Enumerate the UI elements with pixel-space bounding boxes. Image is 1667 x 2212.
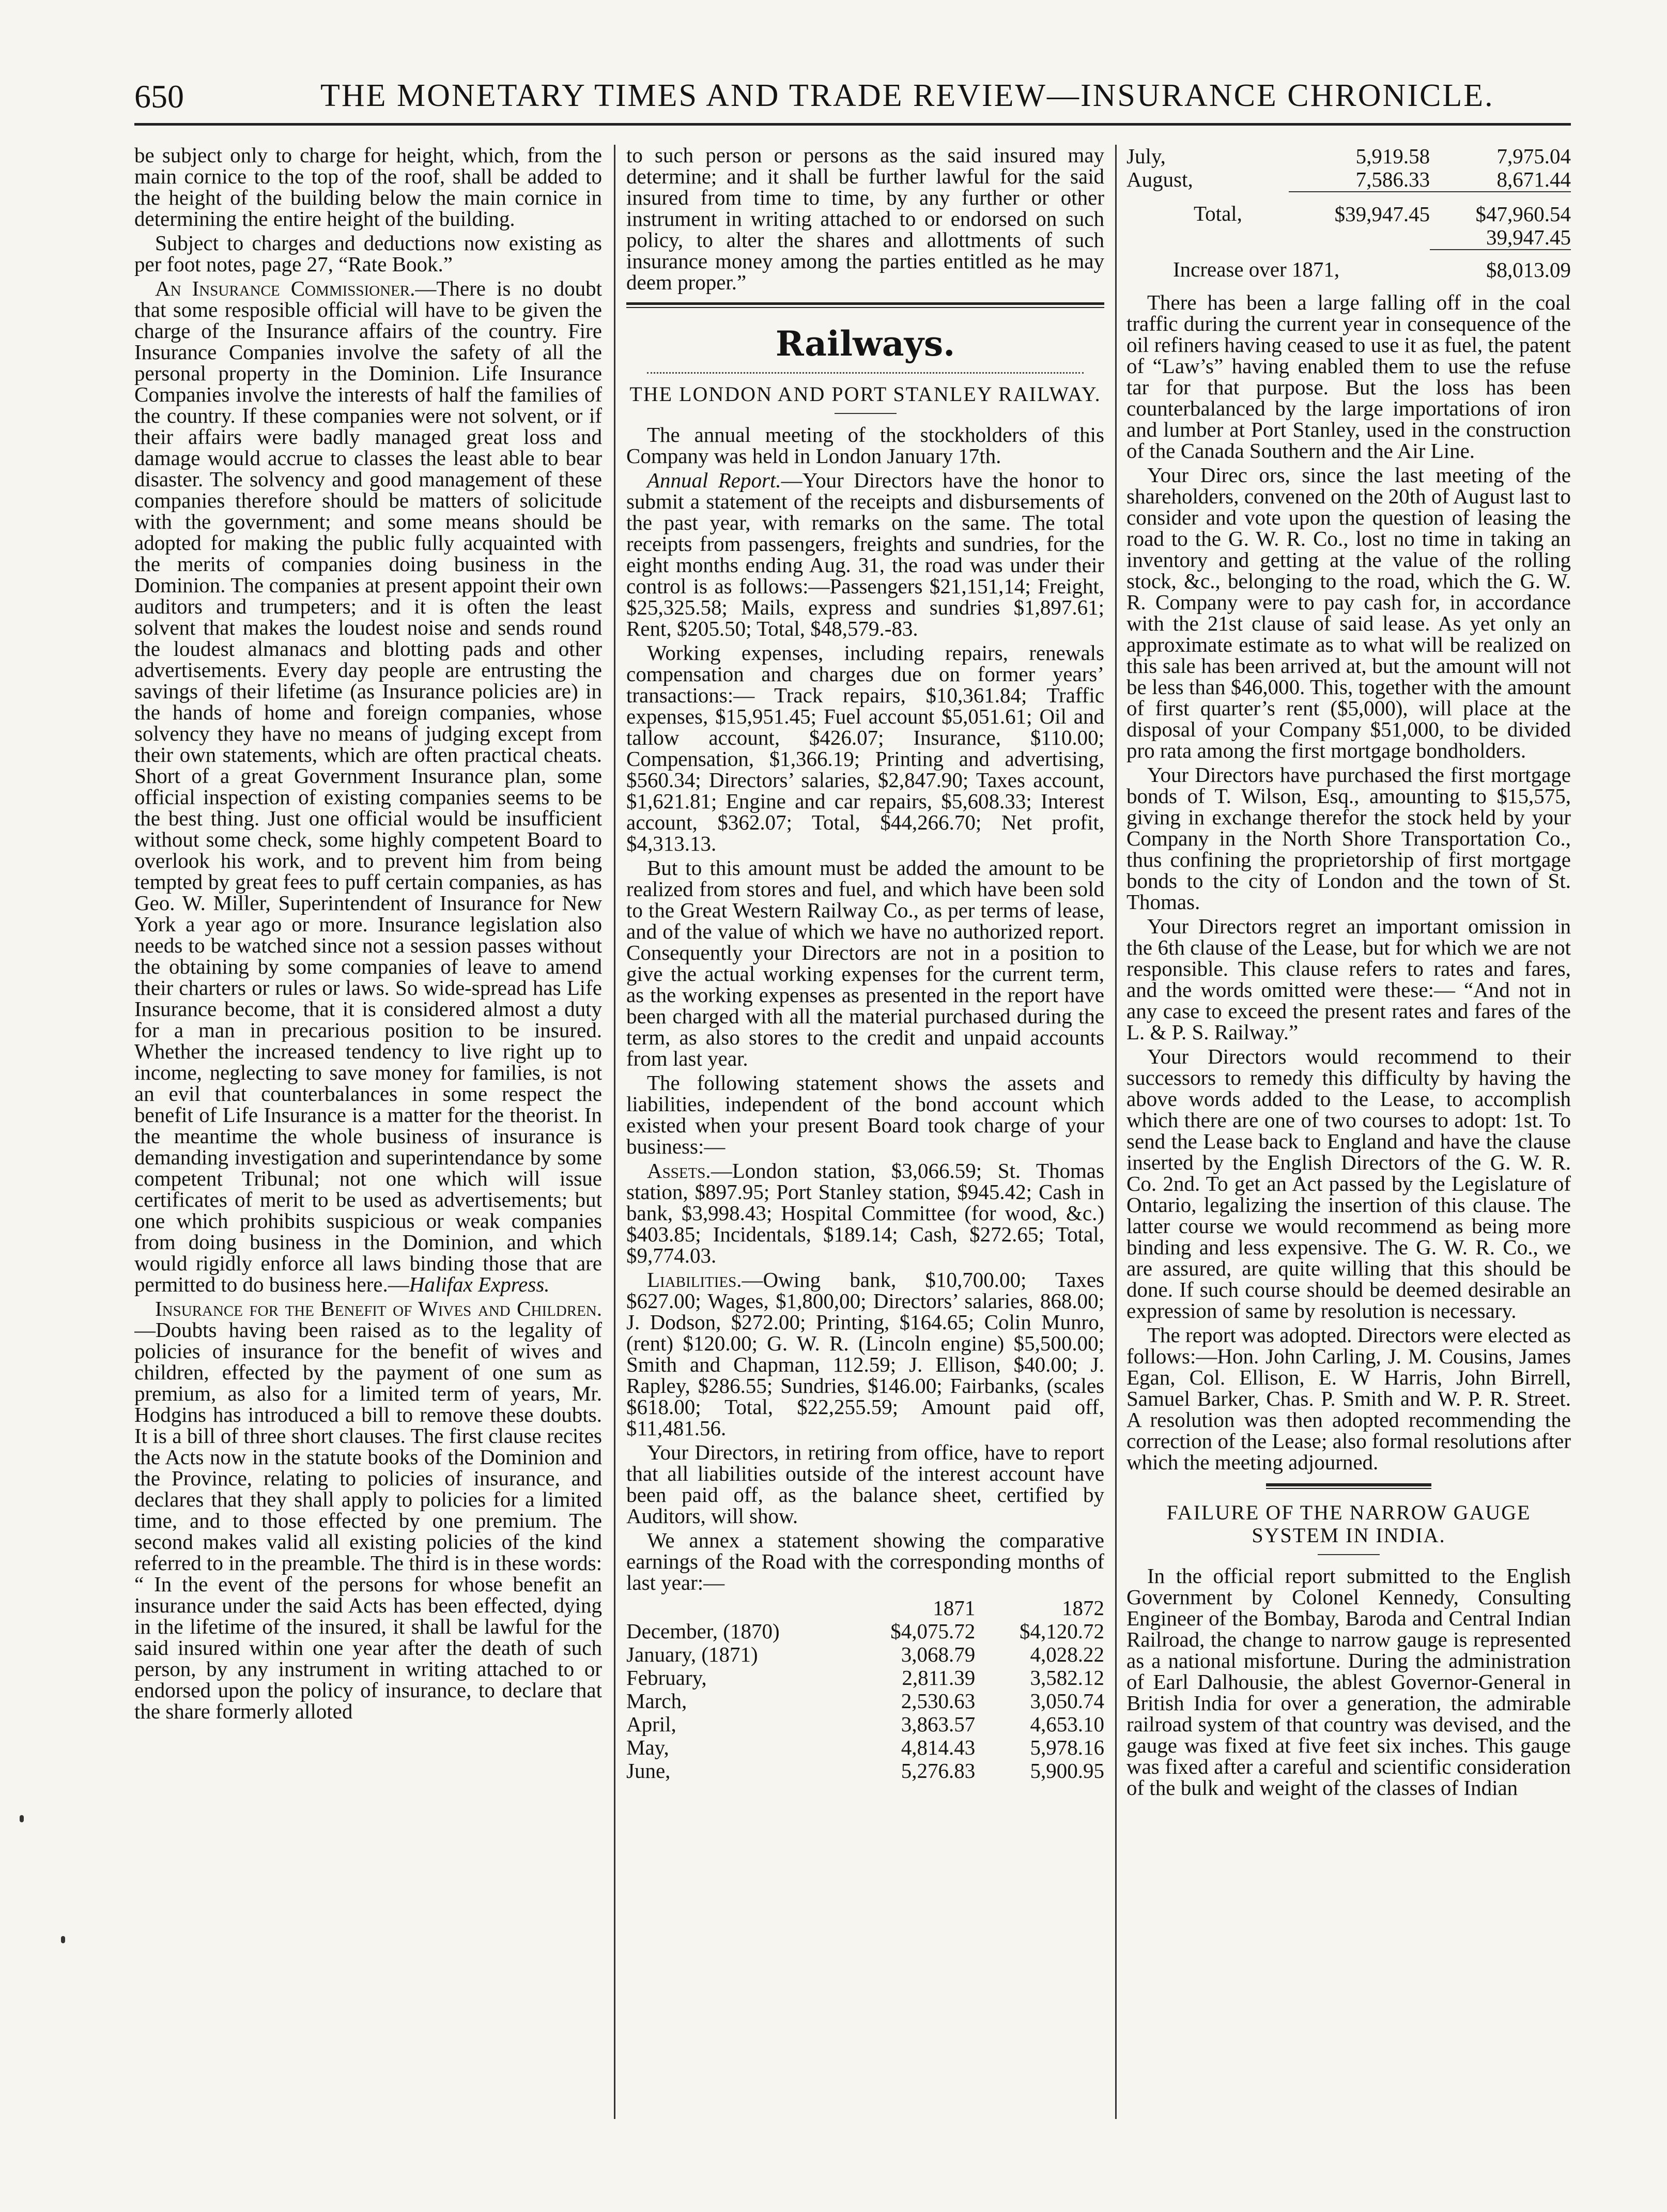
subtraction-row: 39,947.45 [1126, 226, 1571, 250]
article-heading: Insurance for the Benefit of Wives and Children. [155, 1297, 602, 1320]
article-body: —There is no doubt that some resposible official will have to be given the charge of the Insurance affairs of the country. Fire Insurance Companies involve the safety of all the personal property in the Dominion. Life Insurance Companies involve the interests of half the families of the country. If these companies were not solvent, or if their affairs were badly managed great loss and damage would accrue to classes the least able to bear disaster. The solvency and good management of these companies therefore should be matters of solicitude with the government; and some means should be adopted for making the public fully acquainted with the merits of companies doing business in the Dominion. The companies at present appoint their own auditors and trumpeters; and it is often the least solvent that makes the loudest noise and sends round the loudest almanacs and blotting pads and other advertisements. Every day people are entrusting the savings of their lifetime (as Insurance policies are) in the hands of home and foreign companies, whose solvency they have no means of judging except from their own statements, which are often practical cheats. Short of a great Government Insurance plan, some official inspection of existing companies seems to be the best thing. Just one official would be insufficient without some check, some highly competent Board to overlook his work, and to prevent him from being tempted by great fees to puff certain companies, as has Geo. W. Miller, Superintendent of Insurance for New York a year ago or more. Insurance legislation also needs to be watched since not a session passes without the obtaining by some companies of leave to amend their charters or rules or laws. So wide-spread has Life Insurance become, that it is considered almost a duty for a man in precarious position to be insured. Whether the increased tendency to live right up to income, neglecting to save money for families, is not an evil that counterbalances in some respect the benefit of Life Insurance is a matter for the theorist. In the meantime the whole business of insurance is demanding investigation and superintendance by some competent Tribunal; not one which will issue certificates of merit to be used as advertisements; but one which prohibits suspicious or weak companies from doing business in the Dominion, and which would rigidly enforce all laws binding those that are permitted to do business here.— [134, 276, 602, 1296]
paragraph: We annex a statement showing the comparative earnings of the Road with the corresponding months of last year:— [626, 1528, 1104, 1594]
ornamental-rule [647, 372, 1084, 374]
page-number: 650 [134, 78, 184, 115]
page-header [134, 78, 1571, 119]
section-title: Railways. [775, 324, 955, 364]
table-row: April, 3,863.57 4,653.10 [626, 1712, 1104, 1736]
column-divider-1 [614, 145, 615, 2119]
paragraph: Your Directors, in retiring from office, have to report that all liabilities outside of the interest account have been paid off, as the balance sheet, certified by Auditors, will show. [626, 1440, 1104, 1528]
paragraph: Subject to charges and deductions now existing as per foot notes, page 27, “Rate Book.” [134, 231, 602, 276]
column-header: 1872 [1062, 1596, 1104, 1620]
paragraph: The following statement shows the assets and liabilities, independent of the bond account which existed when your present Board took charge of your business:— [626, 1071, 1104, 1158]
column-3 [1126, 145, 1571, 2119]
title-rule [1318, 1554, 1380, 1555]
article-heading: An Insurance Commissioner. [155, 276, 415, 300]
table-row: June, 5,276.83 5,900.95 [626, 1759, 1104, 1783]
paragraph: Your Directors would recommend to their successors to remedy this difficulty by having the above words added to the Lease, to accomplish which there are one of two courses to adopt: 1st. To send the Lease back to England and have the clause inserted by the English Directors of the G. W. R. Co. 2nd. To get an Act passed by the Legislature of Ontario, legalizing the insertion of this clause. The latter course we would recommend as being more binding and less expensive. The G. W. R. Co., we are assured, are quite willing that this should be done. If such course should be deemed desirable an expression of same by resolution is necessary. [1126, 1044, 1571, 1323]
publication-title: THE MONETARY TIMES AND TRADE REVIEW—INSURANCE CHRONICLE. [320, 78, 1494, 113]
paragraph: Working expenses, including repairs, renewals compensation and charges due on former years’ transactions:— Track repairs, $10,361.84; Traffic expenses, $15,951.45; Fuel account $5,051.61; Oil and tallow account, $426.07; Insurance, $110.00; Compensation, $1,366.19; Printing and advertising, $560.34; Directors’ salaries, $2,847.90; Taxes account, $1,621.81; Engine and car repairs, $5,608.33; Interest account, $362.07; Total, $44,266.70; Net profit, $4,313.13. [626, 641, 1104, 855]
article-source: Halifax Express. [409, 1272, 550, 1296]
column-header: 1871 [933, 1596, 976, 1620]
insurance-commissioner-article [134, 278, 602, 1295]
paragraph: be subject only to charge for height, which, from the main cornice to the top of the roof, shall be added to the height of the building below the main cornice in determining the entire height of the building. [134, 145, 602, 231]
article-title: FAILURE OF THE NARROW GAUGE SYSTEM IN INDIA. [1166, 1501, 1531, 1547]
paragraph: The report was adopted. Directors were elected as follows:—Hon. John Carling, J. M. Cousins, James Egan, Col. Ellison, E. W Harris, John Birrell, Samuel Barker, Chas. P. Smith and W. P. R. Street. A resolution was then adopted recommending the correction of the Lease; also formal resolutions after which the meeting adjourned. [1126, 1323, 1571, 1474]
table-row: July, 5,919.58 7,975.04 [1126, 145, 1571, 168]
column-divider-2 [1115, 145, 1117, 2119]
assets: Assets.—London station, $3,066.59; St. Thomas station, $897.95; Port Stanley station, $945.42; Cash in bank, $3,998.43; Hospital Committee (for wood, &c.) $403.85; Incidentals, $189.14; Cash, $272.65; Total, $9,774.03. [626, 1159, 1104, 1267]
paragraph: Your Direc ors, since the last meeting of the shareholders, convened on the 20th of August last to consider and vote upon the question of leasing the road to the G. W. R. Co., lost no time in taking an inventory and getting at the value of the rolling stock, &c., belonging to the road, which the G. W. R. Company were to pay cash for, in accordance with the 21st clause of said lease. As yet only an approximate estimate as to what will be realized on this sale has been arrived at, but the amount will not be less than $46,000. This, together with the amount of first quarter’s rent ($5,000), will place at the disposal of your Company $51,000, to be divided pro rata among the first mortgage bondholders. [1126, 463, 1571, 762]
paragraph: But to this amount must be added the amount to be realized from stores and fuel, and which have been sold to the Great Western Railway Co., as per terms of lease, and of the value of which we have no authorized report. Consequently your Directors are not in a position to give the actual working expenses for the current term, as the working expenses as presented in the report have been charged with all the material purchased during the term, as also stores to the credit and unpaid accounts from last year. [626, 856, 1104, 1070]
table-row: January, (1871) 3,068.79 4,028.22 [626, 1642, 1104, 1666]
annual-report: Annual Report.—Your Directors have the honor to submit a statement of the receipts and disbursements of the past year, with remarks on the same. The total receipts from passengers, freights and sundries, for the eight months ending Aug. 31, the road was under their control is as follows:—Passengers $21,151,14; Freight, $25,325.58; Mails, express and sundries $1,897.61; Rent, $205.50; Total, $48,579.-83. [626, 468, 1104, 640]
liabilities: Liabilities.—Owing bank, $10,700.00; Taxes $627.00; Wages, $1,800,00; Directors’ salaries, 868.00; J. Dodson, $272.00; Printing, $164.65; Colin Munro, (rent) $120.00; G. W. R. (Lincoln engine) $5,500.00; Smith and Chapman, 112.59; J. Ellison, $40.00; J. Rapley, $286.55; Sundries, $146.00; Fairbanks, (scales $618.00; Total, $22,255.59; Amount paid off, $11,481.56. [626, 1268, 1104, 1440]
total-row: Total, $39,947.45 $47,960.54 [1194, 202, 1571, 226]
table-row: May, 4,814.43 5,978.16 [626, 1735, 1104, 1759]
title-rule [835, 413, 897, 414]
table-row: February, 2,811.39 3,582.12 [626, 1666, 1104, 1689]
report-heading: Annual Report. [647, 468, 781, 492]
paragraph: The annual meeting of the stockholders of this Company was held in London January 17th. [626, 423, 1104, 468]
paragraph: There has been a large falling off in the coal traffic during the current year in consequence of the oil refiners having ceased to use it as fuel, the patent of “Law’s” having enabled them to use the refuse tar for that purpose. But the loss has been counterbalanced by the large importations of iron and lumber at Port Stanley, used in the construction of the Canada Southern and the Air Line. [1126, 290, 1571, 463]
earnings-table-continued [1126, 145, 1571, 282]
earnings-table [626, 1596, 1104, 1783]
table-row: December, (1870) $4,075.72 $4,120.72 [626, 1619, 1104, 1643]
table-header-row [626, 1596, 1104, 1620]
paragraph: to such person or persons as the said insured may determine; and it shall be further lawful for the said insured from time to time, by any further or other instrument in writing attached to or endorsed on such policy, to alter the shares and allottments of such insurance money among the parties entitled as he may deem proper.” [626, 145, 1104, 294]
assets-heading: Assets. [647, 1159, 711, 1182]
article-title: THE LONDON AND PORT STANLEY RAILWAY. [629, 382, 1101, 406]
column-1 [134, 145, 602, 2119]
table-row: March, 2,530.63 3,050.74 [626, 1689, 1104, 1713]
increase-row: Increase over 1871, $8,013.09 [1173, 257, 1571, 282]
table-row: August, 7,586.33 8,671.44 [1126, 167, 1571, 191]
header-rule [134, 123, 1571, 126]
article-separator [1266, 1483, 1431, 1489]
paragraph: Your Directors regret an important omission in the 6th clause of the Lease, but for which we are not responsible. This clause refers to rates and fares, and the words omitted were these:— “And not in any case to exceed the present rates and fares of the L. & P. S. Railway.” [1126, 914, 1571, 1044]
margin-mark [61, 1936, 65, 1943]
margin-mark [20, 1815, 24, 1822]
paragraph: In the official report submitted to the English Government by Colonel Kennedy, Consulting Engineer of the Bombay, Baroda and Central Indian Railroad, the change to narrow gauge is represented as a national misfortune. During the administration of Earl Dalhousie, the ablest Governor-General in British India for over a generation, the admirable railroad system of that country was devised, and the gauge was fixed at five feet six inches. This gauge was fixed after a careful and scientific consideration of the bulk and weight of the classes of Indian [1126, 1564, 1571, 1800]
liabilities-heading: Liabilities. [647, 1268, 742, 1292]
paragraph: Your Directors have purchased the first mortgage bonds of T. Wilson, Esq., amounting to $15,575, giving in exchange therefor the stock held by your Company in the North Shore Transportation Co., thus confining the proprietorship of first mortgage bonds to the city of London and the town of St. Thomas. [1126, 763, 1571, 914]
article-body: —Doubts having been raised as to the legality of policies of insurance for the benefit of wives and children, effected by the payment of one sum as premium, as also for a limited term of years, Mr. Hodgins has introduced a bill to remove these doubts. It is a bill of three short clauses. The first clause recites the Acts now in the statute books of the Dominion and the Province, relating to policies of insurance, and declares that they shall apply to policies for a limited time, and to those effected by one premium. The second makes valid all existing policies of the kind referred to in the preamble. The third is in these words: “ In the event of the persons for whose benefit an insurance under the said Acts has been effected, dying in the lifetime of the insured, it shall be lawful for the said insured within one year after the death of such person, by any instrument in writing attached to or endorsed upon the policy of insurance, to declare that the share formerly alloted [134, 1318, 602, 1723]
column-2 [626, 145, 1104, 2119]
section-rule [626, 302, 1104, 308]
wives-children-article [134, 1298, 602, 1722]
